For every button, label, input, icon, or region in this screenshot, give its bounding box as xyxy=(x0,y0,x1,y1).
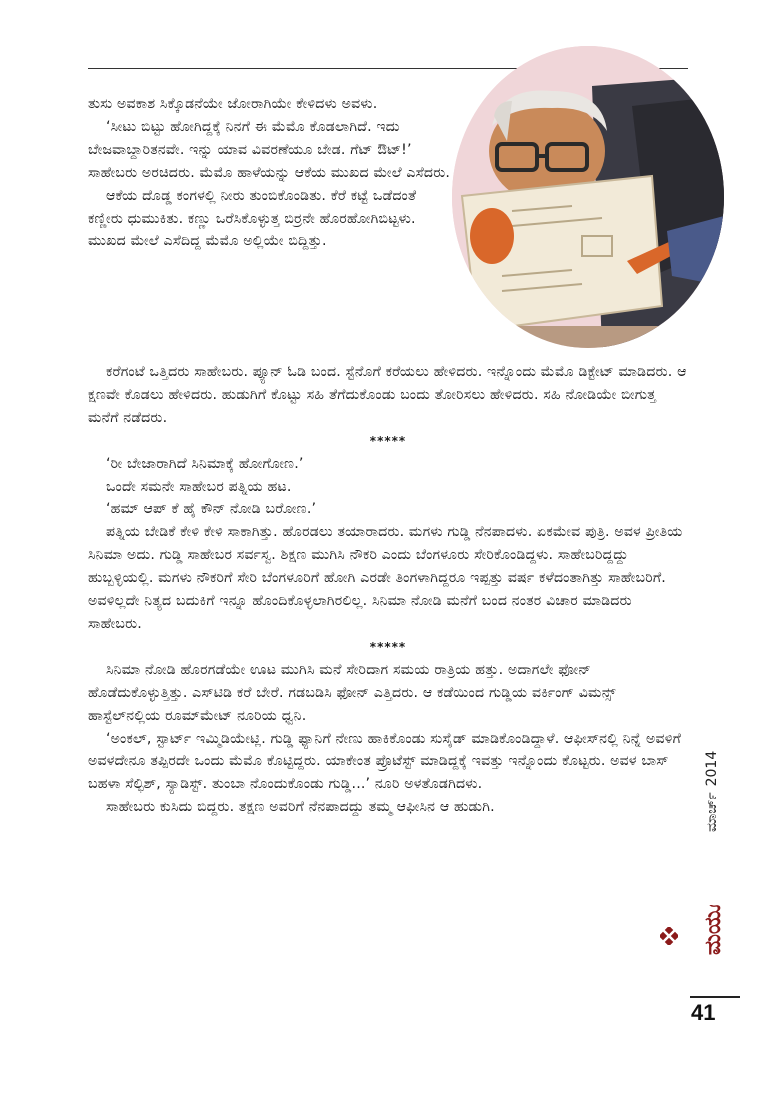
newspaper-reader-illustration xyxy=(452,46,724,348)
section-separator: ***** xyxy=(369,433,407,448)
issue-month: ಮಾರ್ಚ್ xyxy=(704,792,720,832)
issue-date-label xyxy=(704,751,720,832)
story-paragraph: ‘ಹಮ್ ಆಪ್ ಕೆ ಹೈ ಕೌನ್ ನೋಡಿ ಬರೋಣ.’ xyxy=(106,501,317,518)
footer-rule xyxy=(690,996,740,998)
magazine-name xyxy=(690,905,730,957)
story-paragraph: ‘ಅಂಕಲ್, ಸ್ಟಾರ್ಟ್ ಇಮ್ಮಿಡಿಯೇಟ್ಲಿ. ಗುಡ್ಡಿ ಫ್ಯಾನಿಗೆ ನೇಣು ಹಾಕಿಕೊಂಡು ಸುಸೈಡ್ ಮಾಡಿಕೊಂಡಿದ್ದಾಳೆ. ಆಫೀಸ್‌ನಲ್ಲಿ ನಿನ್ನೆ ಅವಳಿಗೆ ಅವಳದೇನೂ ತಪ್ಪಿರದೇ ಒಂದು ಮೆಮೊ ಕೊಟ್ಟಿದ್ದರು. ಯಾಕೇಂತ ಪ್ರೊಟೆಸ್ಟ್ ಮಾಡಿದ್ದಕ್ಕೆ ಇವತ್ತು ಇನ್ನೊಂದು ಕೊಟ್ಟರು. ಅವಳ ಬಾಸ್ ಬಹಳಾ ಸೆಲ್ಫಿಶ್, ಸ್ಯಾಡಿಸ್ಟ್. ತುಂಬಾ ನೊಂದುಕೊಂಡು ಗುಡ್ಡಿ...’ ನೂರಿ ಅಳತೊಡಗಿದಳು. xyxy=(88,730,682,793)
svg-text:ಮಯೂರ: ಮಯೂರ xyxy=(701,905,726,955)
story-column-main xyxy=(88,361,688,819)
story-paragraph: ತುಸು ಅವಕಾಶ ಸಿಕ್ಕೊಡನೆಯೇ ಜೋರಾಗಿಯೇ ಕೇಳಿದಳು ಅವಳು. xyxy=(88,96,378,112)
diamond-ornament-icon xyxy=(660,927,678,945)
story-paragraph: ಪತ್ನಿಯ ಬೇಡಿಕೆ ಕೇಳಿ ಕೇಳಿ ಸಾಕಾಗಿತ್ತು. ಹೊರಡಲು ತಯಾರಾದರು. ಮಗಳು ಗುಡ್ಡಿ ನೆನಪಾದಳು. ಏಕಮೇವ ಪುತ್ರಿ. ಅವಳ ಪ್ರೀತಿಯ ಸಿನಿಮಾ ಅದು. ಗುಡ್ಡಿ ಸಾಹೇಬರ ಸರ್ವಸ್ವ. ಶಿಕ್ಷಣ ಮುಗಿಸಿ ನೌಕರಿ ಎಂದು ಬೆಂಗಳೂರು ಸೇರಿಕೊಂಡಿದ್ದಳು. ಸಾಹೇಬರಿದ್ದದ್ದು ಹುಬ್ಬಳ್ಳಿಯಲ್ಲಿ. ಮಗಳು ನೌಕರಿಗೆ ಸೇರಿ ಬೆಂಗಳೂರಿಗೆ ಹೋಗಿ ಎರಡೇ ತಿಂಗಳಾಗಿದ್ದರೂ ಇಪ್ಪತ್ತು ವರ್ಷ ಕಳೆದಂತಾಗಿತ್ತು ಸಾಹೇಬರಿಗೆ. ಅವಳಿಲ್ಲದೇ ನಿತ್ಯದ ಬದುಕಿಗೆ ಇನ್ನೂ ಹೊಂದಿಕೊಳ್ಳಲಾಗಿರಲಿಲ್ಲ. ಸಿನಿಮಾ ನೋಡಿ ಮನೆಗೆ ಬಂದ ನಂತರ ವಿಚಾರ ಮಾಡಿದರು ಸಾಹೇಬರು. xyxy=(88,524,683,632)
story-paragraph: ‘ಸೀಟು ಬಿಟ್ಟು ಹೋಗಿದ್ದಕ್ಕೆ ನಿನಗೆ ಈ ಮೆಮೊ ಕೊಡಲಾಗಿದೆ. ಇದು ಬೇಜವಾಬ್ದಾರಿತನವೇ. ಇನ್ನು ಯಾವ ವಿವರಣೆಯೂ ಬೇಡ. ಗೆಟ್ ಔಟ್!’ ಸಾಹೇಬರು ಅರಚಿದರು. ಮೆಮೊ ಹಾಳೆಯನ್ನು ಆಕೆಯ ಮುಖದ ಮೇಲೆ ಎಸೆದರು. xyxy=(88,118,451,181)
story-paragraph: ‘ರೀ ಬೇಜಾರಾಗಿದೆ ಸಿನಿಮಾಕ್ಕೆ ಹೋಗೋಣ.’ xyxy=(106,455,304,472)
story-paragraph: ಒಂದೇ ಸಮನೇ ಸಾಹೇಬರ ಪತ್ನಿಯ ಹಟ. xyxy=(106,478,292,495)
story-column-top xyxy=(88,93,453,253)
page-number: 41 xyxy=(691,1000,716,1025)
story-paragraph: ಆಕೆಯ ದೊಡ್ಡ ಕಂಗಳಲ್ಲಿ ನೀರು ತುಂಬಿಕೊಂಡಿತು. ಕೆರೆ ಕಟ್ಟೆ ಒಡೆದಂತೆ ಕಣ್ಣೀರು ಧುಮುಕಿತು. ಕಣ್ಣು ಒರೆಸಿಕೊಳ್ಳುತ್ತ ಬಿರ್ರನೇ ಹೊರಹೋಗಿಬಿಟ್ಟಳು. ಮುಖದ ಮೇಲೆ ಎಸೆದಿದ್ದ ಮೆಮೊ ಅಲ್ಲಿಯೇ ಬಿದ್ದಿತ್ತು. xyxy=(88,187,417,250)
section-separator: ***** xyxy=(369,639,407,654)
issue-year: 2014 xyxy=(704,750,720,787)
story-paragraph: ಸಿನಿಮಾ ನೋಡಿ ಹೊರಗಡೆಯೇ ಊಟ ಮುಗಿಸಿ ಮನೆ ಸೇರಿದಾಗ ಸಮಯ ರಾತ್ರಿಯ ಹತ್ತು. ಅದಾಗಲೇ ಫೋನ್ ಹೊಡೆದುಕೊಳ್ಳುತ್ತಿತ್ತು. ಎಸ್‌ಟಿಡಿ ಕರೆ ಬೇರೆ. ಗಡಬಡಿಸಿ ಫೋನ್ ಎತ್ತಿದರು. ಆ ಕಡೆಯಿಂದ ಗುಡ್ಡಿಯ ವರ್ಕಿಂಗ್ ವಿಮನ್ಸ್ ಹಾಸ್ಟೆಲ್‌ನಲ್ಲಿಯ ರೂಮ್‌ಮೇಟ್ ನೂರಿಯ ಧ್ವನಿ. xyxy=(88,661,616,724)
story-paragraph: ಸಾಹೇಬರು ಕುಸಿದು ಬಿದ್ದರು. ತಕ್ಷಣ ಅವರಿಗೆ ನೆನಪಾದದ್ದು ತಮ್ಮ ಆಫೀಸಿನ ಆ ಹುಡುಗಿ. xyxy=(106,799,495,816)
story-paragraph: ಕರೆಗಂಟೆ ಒತ್ತಿದರು ಸಾಹೇಬರು. ಪ್ಯೂನ್ ಓಡಿ ಬಂದ. ಸ್ಟೆನೊಗೆ ಕರೆಯಲು ಹೇಳಿದರು. ಇನ್ನೊಂದು ಮೆಮೊ ಡಿಕ್ಟೇಟ್ ಮಾಡಿದರು. ಆ ಕ್ಷಣವೇ ಕೊಡಲು ಹೇಳಿದರು. ಹುಡುಗಿಗೆ ಕೊಟ್ಟು ಸಹಿ ತೆಗೆದುಕೊಂಡು ಬಂದು ತೋರಿಸಲು ಹೇಳಿದರು. ಸಹಿ ನೋಡಿಯೇ ಬೀಗುತ್ತ ಮನೆಗೆ ನಡೆದರು. xyxy=(88,364,687,426)
